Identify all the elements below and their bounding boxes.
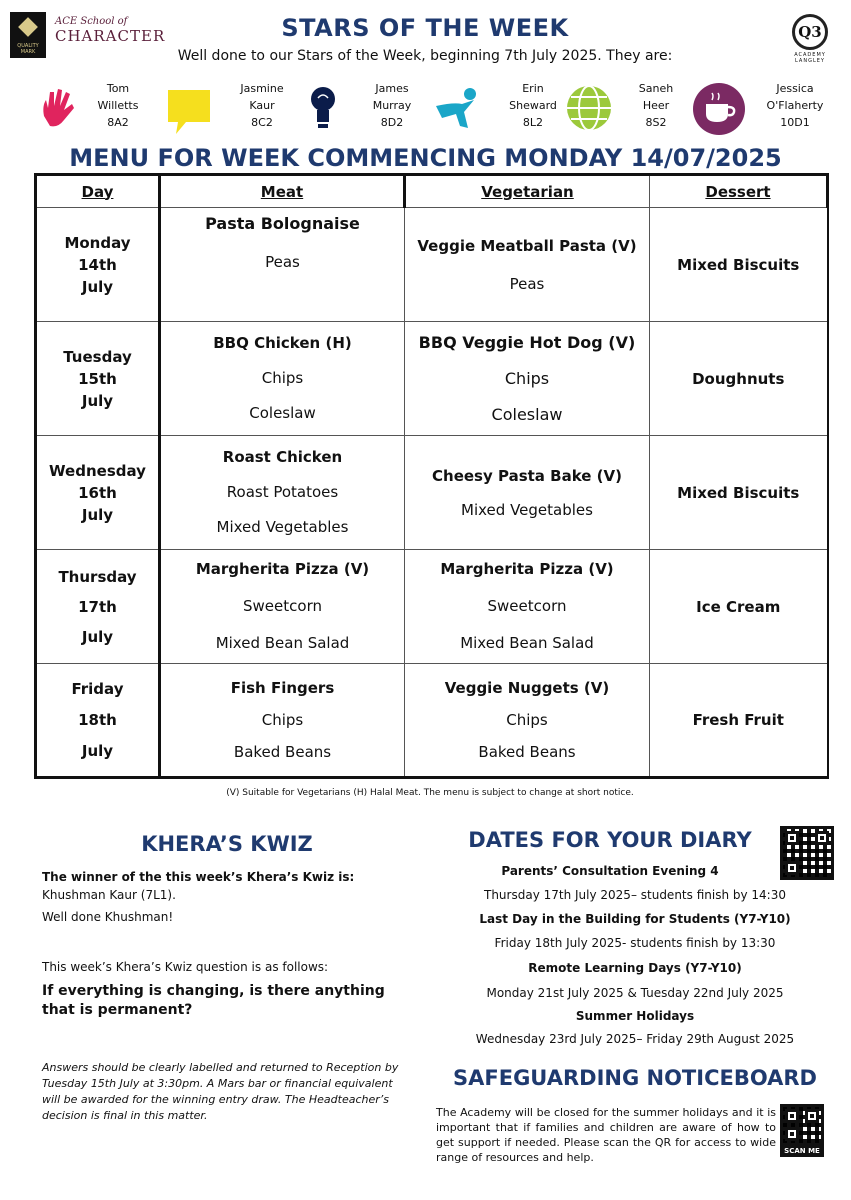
diary-event-1-heading: Parents’ Consultation Evening 4 [501,864,719,878]
school-name [55,16,165,45]
day-cell: Thursday 17th July [36,550,160,664]
menu-row-wednesday [36,436,828,550]
header-vegetarian: Vegetarian [405,175,650,208]
dessert-cell: Mixed Biscuits [650,436,828,550]
veg-cell: Veggie Meatball Pasta (V) Peas [405,208,650,322]
kwiz-instructions: Answers should be clearly labelled and returned to Reception by Tuesday 15th July at 3:30pm. A Mars bar or financial equivalent will be awarded for the winning entry draw. The Headteacher’s decision is final in this matter. [42,1061,399,1122]
star-saneh: Saneh Heer 8S2 [638,82,674,129]
day-cell: Friday 18th July [36,664,160,778]
diary-event-2-heading: Last Day in the Building for Students (Y7-Y10) [479,912,791,926]
menu-table [34,173,829,779]
menu-row-friday [36,664,828,778]
globe-icon [565,84,613,132]
qr-code-icon[interactable] [780,826,834,880]
safeguarding-title: SAFEGUARDING NOTICEBOARD [453,1066,817,1090]
menu-row-tuesday [36,322,828,436]
day-cell: Tuesday 15th July [36,322,160,436]
stars-title: STARS OF THE WEEK [281,14,569,42]
dessert-cell: Doughnuts [650,322,828,436]
meat-cell: Fish Fingers Chips Baked Beans [160,664,405,778]
lightbulb-icon [308,84,338,132]
dessert-cell: Fresh Fruit [650,664,828,778]
diary-title: DATES FOR YOUR DIARY [468,828,752,852]
scan-me-label: SCAN ME [780,1146,824,1157]
diary-event-2-detail: Friday 18th July 2025- students finish by 13:30 [494,936,776,950]
diary-event-4-heading: Summer Holidays [575,1009,695,1023]
meat-cell: Roast Chicken Roast Potatoes Mixed Vegetables [160,436,405,550]
veg-cell: BBQ Veggie Hot Dog (V) Chips Coleslaw [405,322,650,436]
header-day: Day [36,175,160,208]
safeguarding-text: The Academy will be closed for the summer holidays and it is important that if families and children are aware of how to get support if needed. Please scan the QR for access to wide range of resources and help. [436,1106,776,1164]
star-tom: Tom Willetts 8A2 [97,82,139,129]
kwiz-winner: The winner of the this week’s Khera’s Kwiz is: Khushman Kaur (7L1). [42,870,355,902]
dessert-cell: Mixed Biscuits [650,208,828,322]
meat-cell: Margherita Pizza (V) Sweetcorn Mixed Bean Salad [160,550,405,664]
diary-event-4-detail: Wednesday 23rd July 2025– Friday 29th August 2025 [475,1032,795,1046]
meat-cell: Pasta Bolognaise Peas [160,208,405,322]
star-jessica: Jessica O'Flaherty 10D1 [766,82,824,129]
star-james: James Murray 8D2 [372,82,412,129]
menu-header-row [36,175,828,208]
diary-event-3-heading: Remote Learning Days (Y7-Y10) [528,961,742,975]
star-jasmine: Jasmine Kaur 8C2 [240,82,284,129]
star-erin: Erin Sheward 8L2 [509,82,557,129]
school-name-line1: ACE School of [55,16,128,27]
kwiz-question-intro: This week’s Khera’s Kwiz question is as follows: [42,960,329,974]
speech-bubble-icon [166,88,212,136]
stars-intro: Well done to our Stars of the Week, beginning 7th July 2025. They are: [177,48,673,64]
kwiz-well-done: Well done Khushman! [42,910,174,924]
menu-title: MENU FOR WEEK COMMENCING MONDAY 14/07/2025 [69,144,782,172]
school-character-logo: QUALITY MARK [10,12,46,58]
cup-icon [692,82,746,136]
veg-cell: Veggie Nuggets (V) Chips Baked Beans [405,664,650,778]
kwiz-title: KHERA’S KWIZ [141,832,313,856]
dessert-cell: Ice Cream [650,550,828,664]
hand-icon [34,86,80,132]
veg-cell: Cheesy Pasta Bake (V) Mixed Vegetables [405,436,650,550]
menu-row-monday [36,208,828,322]
star-person-icon [434,86,482,132]
school-name-line2: CHARACTER [55,27,166,45]
diary-event-3-detail: Monday 21st July 2025 & Tuesday 22nd July 2025 [486,986,784,1000]
diary-event-1-detail: Thursday 17th July 2025– students finish by 14:30 [484,888,786,902]
veg-cell: Margherita Pizza (V) Sweetcorn Mixed Bean Salad [405,550,650,664]
menu-footnote: (V) Suitable for Vegetarians (H) Halal Meat. The menu is subject to change at short notice. [226,788,634,798]
header-dessert: Dessert [650,175,828,208]
day-cell: Wednesday 16th July [36,436,160,550]
safeguarding-qr-icon[interactable] [780,1104,824,1146]
meat-cell: BBQ Chicken (H) Chips Coleslaw [160,322,405,436]
menu-row-thursday [36,550,828,664]
kwiz-question: If everything is changing, is there anything that is permanent? [42,983,385,1018]
header-meat: Meat [160,175,405,208]
academy-logo: Q3 ACADEMY LANGLEY [788,14,832,62]
day-cell: Monday 14th July [36,208,160,322]
